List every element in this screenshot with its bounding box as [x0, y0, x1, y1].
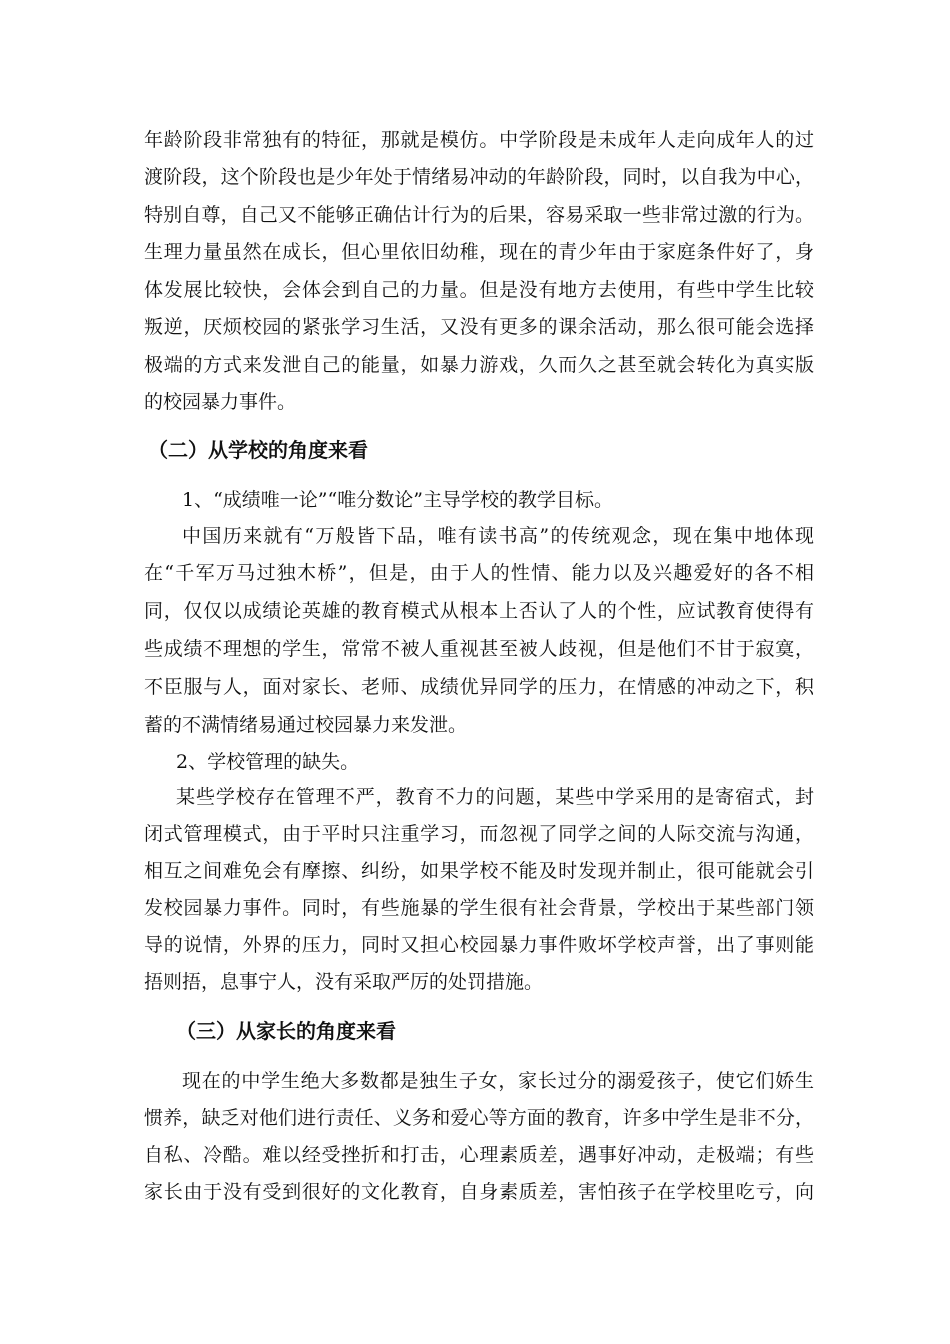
paragraph-line: 发校园暴力事件。同时，有些施暴的学生很有社会背景，学校出于某些部门领 — [144, 897, 814, 919]
paragraph-line: 不臣服与人，面对家长、老师、成绩优异同学的压力，在情感的冲动之下，积 — [144, 676, 814, 698]
paragraph-line: 同，仅仅以成绩论英雄的教育模式从根本上否认了人的个性，应试教育使得有 — [144, 600, 814, 622]
paragraph-line: 惯养，缺乏对他们进行责任、义务和爱心等方面的教育，许多中学生是非不分， — [144, 1107, 814, 1129]
paragraph-line: 渡阶段，这个阶段也是少年处于情绪易冲动的年龄阶段，同时，以自我为中心， — [144, 166, 814, 188]
paragraph-line: 捂则捂，息事宁人，没有采取严厉的处罚措施。 — [144, 971, 544, 993]
paragraph-line: 些成绩不理想的学生，常常不被人重视甚至被人歧视，但是他们不甘于寂寞， — [144, 638, 814, 660]
paragraph-line: 蓄的不满情绪易通过校园暴力来发泄。 — [144, 714, 468, 736]
paragraph-line: 相互之间难免会有摩擦、纠纷，如果学校不能及时发现并制止，很可能就会引 — [144, 860, 814, 882]
subsection-title: 2、学校管理的缺失。 — [176, 751, 360, 773]
subsection-title: 1、“成绩唯一论”“唯分数论”主导学校的教学目标。 — [182, 489, 613, 511]
paragraph-line: 闭式管理模式，由于平时只注重学习，而忽视了同学之间的人际交流与沟通， — [144, 823, 814, 845]
paragraph-line: 中国历来就有“万般皆下品，唯有读书高”的传统观念，现在集中地体现 — [182, 525, 814, 547]
paragraph-line: 年龄阶段非常独有的特征，那就是模仿。中学阶段是未成年人走向成年人的过 — [144, 129, 814, 151]
section-heading: （三）从家长的角度来看 — [176, 1019, 396, 1043]
paragraph-line: 叛逆，厌烦校园的紧张学习生活，又没有更多的课余活动，那么很可能会选择 — [144, 316, 814, 338]
paragraph-line: 极端的方式来发泄自己的能量，如暴力游戏，久而久之甚至就会转化为真实版 — [144, 354, 814, 376]
paragraph-line: 导的说情，外界的压力，同时又担心校园暴力事件败坏学校声誉，出了事则能 — [144, 934, 814, 956]
paragraph-line: 自私、冷酷。难以经受挫折和打击，心理素质差，遇事好冲动，走极端；有些 — [144, 1144, 814, 1166]
paragraph-line: 生理力量虽然在成长，但心里依旧幼稚，现在的青少年由于家庭条件好了，身 — [144, 241, 814, 263]
paragraph-line: 家长由于没有受到很好的文化教育，自身素质差，害怕孩子在学校里吃亏，向 — [144, 1181, 814, 1203]
paragraph-line: 的校园暴力事件。 — [144, 391, 297, 413]
paragraph-line: 特别自尊，自己又不能够正确估计行为的后果，容易采取一些非常过激的行为。 — [144, 204, 814, 226]
paragraph-line: 某些学校存在管理不严，教育不力的问题，某些中学采用的是寄宿式，封 — [176, 786, 814, 808]
paragraph-line: 体发展比较快，会体会到自己的力量。但是没有地方去使用，有些中学生比较 — [144, 279, 814, 301]
paragraph-line: 在“千军万马过独木桥”，但是，由于人的性情、能力以及兴趣爱好的各不相 — [144, 562, 814, 584]
section-heading: （二）从学校的角度来看 — [148, 438, 368, 462]
paragraph-line: 现在的中学生绝大多数都是独生子女，家长过分的溺爱孩子，使它们娇生 — [182, 1070, 814, 1092]
